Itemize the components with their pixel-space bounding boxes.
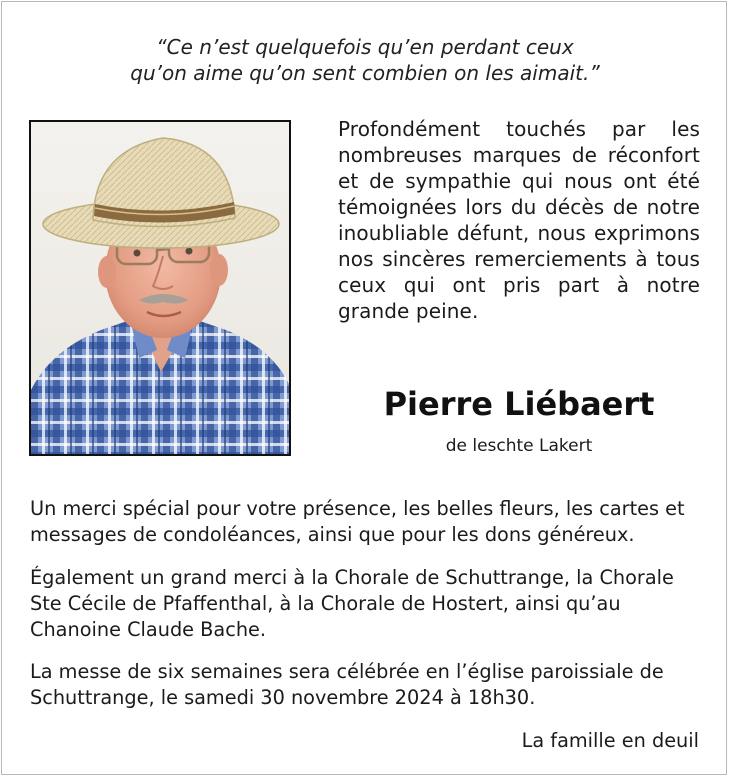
quote-line-1: “Ce n’est quelquefois qu’en perdant ceux [156,35,574,59]
family-signature: La famille en deuil [521,729,699,752]
portrait-illustration [31,122,289,454]
intro-text: Profondément touchés par les nombreuses marques de réconfort et de sympathie qui nous ont été témoignées lors du décès de notre inoubliable défunt, nous exprimons nos sincères remerciements à tous ceux qui ont pris part à notre grande peine. [338,117,700,323]
quote-line-2: qu’on aime qu’on sent combien on les aimait.” [130,61,600,85]
choirs-paragraph: Également un grand merci à la Chorale de Schuttrange, la Chorale Ste Cécile de Pfaffenthal, à la Chorale de Hostert, ainsi qu’au Chanoine Claude Bache. [30,566,674,641]
portrait-photo [29,120,291,456]
thanks-paragraph: Un merci spécial pour votre présence, les belles fleurs, les cartes et messages de condoléances, ainsi que pour les dons généreux. [30,497,685,546]
mass-paragraph: La messe de six semaines sera célébrée en l’église paroissiale de Schuttrange, le samedi 30 novembre 2024 à 18h30. [30,660,664,709]
deceased-name: Pierre Liébaert [383,385,655,423]
opening-quote [0,34,730,86]
deceased-subtitle: de leschte Lakert [445,436,593,456]
